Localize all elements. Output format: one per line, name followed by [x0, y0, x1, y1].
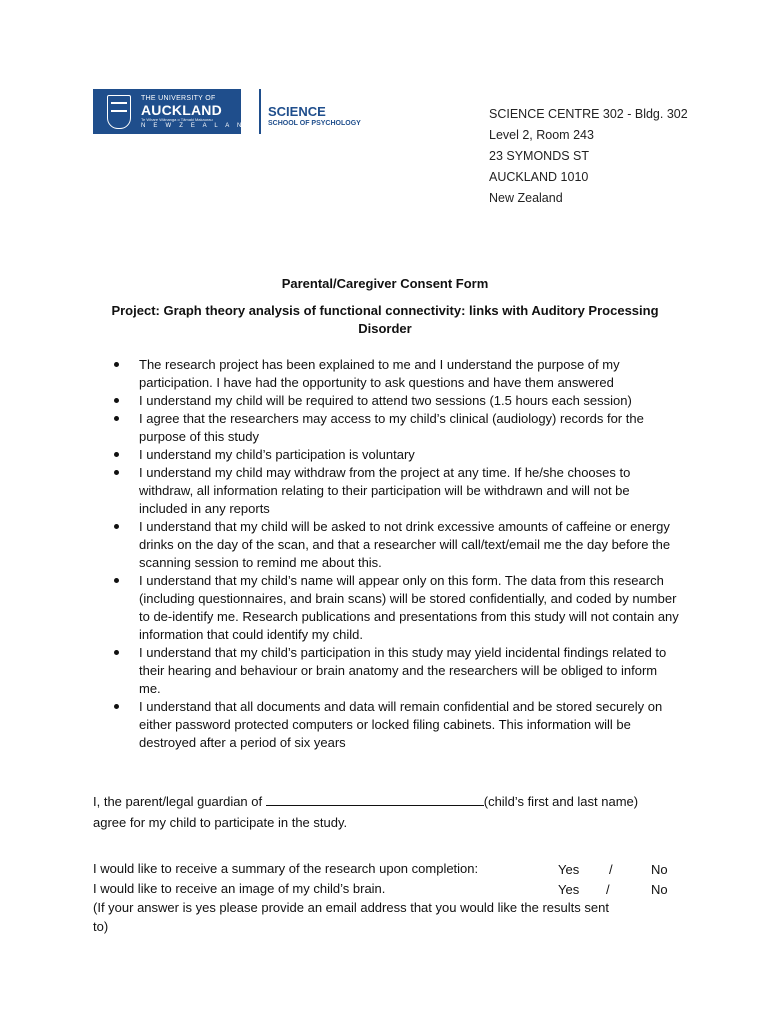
summary-no-option[interactable]: No [651, 862, 668, 877]
logo-university-name: AUCKLAND [141, 102, 222, 118]
guardian-statement [93, 792, 638, 812]
brain-image-slash: / [606, 882, 610, 897]
consent-list [111, 356, 681, 752]
logo-divider [259, 89, 261, 134]
bullet-icon [114, 524, 119, 529]
list-item [111, 410, 681, 446]
list-item-text: I understand my child’s participation is voluntary [139, 447, 415, 462]
list-item [111, 698, 681, 752]
list-item [111, 518, 681, 572]
list-item-text: I understand my child may withdraw from the project at any time. If he/she chooses to withdraw, all information relating to their participation will be withdrawn and will not be included in any reports [139, 465, 631, 516]
logo-country: N E W Z E A L A N D [141, 123, 257, 129]
bullet-icon [114, 578, 119, 583]
list-item-text: I understand that all documents and data will remain confidential and be stored securely on either password protected computers or locked filing cabinets. This information will be destroyed after a period of six years [139, 699, 663, 750]
list-item [111, 572, 681, 644]
logo-maori-name: Te Whare Wānanga o Tāmaki Makaurau [141, 117, 213, 122]
guardian-agreement: agree for my child to participate in the study. [93, 815, 348, 830]
guardian-prefix: I, the parent/legal guardian of [93, 794, 266, 809]
summary-question: I would like to receive a summary of the research upon completion: [93, 861, 479, 876]
address-line: AUCKLAND 1010 [489, 170, 589, 184]
list-item-text: I understand that my child’s participation in this study may yield incidental findings related to their hearing and behaviour or brain anatomy and the researchers will be obliged to inform me. [139, 645, 667, 696]
email-note-line2: to) [93, 919, 109, 934]
bullet-icon [114, 452, 119, 457]
list-item-text: I agree that the researchers may access to my child’s clinical (audiology) records for the purpose of this study [139, 411, 644, 444]
bullet-icon [114, 416, 119, 421]
bullet-icon [114, 398, 119, 403]
list-item [111, 446, 681, 464]
brain-image-yes-option[interactable]: Yes [558, 882, 580, 897]
address-line: New Zealand [489, 191, 563, 205]
address-block [489, 104, 688, 209]
list-item-text: I understand that my child’s name will appear only on this form. The data from this research (including questionnaires, and brain scans) will be stored confidentially, and coded by number to de-identify me. Research publications and presentations from this study will not contain any information that could identify my child. [139, 573, 679, 642]
address-line: 23 SYMONDS ST [489, 149, 590, 163]
bullet-icon [114, 470, 119, 475]
bullet-icon [114, 362, 119, 367]
school-name: SCHOOL OF PSYCHOLOGY [268, 120, 361, 127]
logo-university-small: THE UNIVERSITY OF [141, 95, 216, 102]
address-line: SCIENCE CENTRE 302 - Bldg. 302 [489, 107, 688, 121]
bullet-icon [114, 704, 119, 709]
list-item [111, 356, 681, 392]
faculty-name: SCIENCE [268, 104, 326, 119]
project-title: Project: Graph theory analysis of functional connectivity: links with Auditory Processing Disorder [111, 303, 659, 336]
university-logo [93, 89, 257, 134]
address-line: Level 2, Room 243 [489, 128, 594, 142]
list-item-text: I understand my child will be required to attend two sessions (1.5 hours each session) [139, 393, 632, 408]
guardian-suffix: (child’s first and last name) [483, 794, 639, 809]
bullet-icon [114, 650, 119, 655]
list-item [111, 644, 681, 698]
form-title: Parental/Caregiver Consent Form [281, 276, 489, 291]
email-note-line1: (If your answer is yes please provide an email address that you would like the results sent [93, 900, 609, 915]
child-name-field[interactable] [266, 793, 484, 806]
summary-slash: / [609, 862, 613, 877]
brain-image-no-option[interactable]: No [651, 882, 668, 897]
crest-icon [107, 95, 131, 129]
list-item-text: The research project has been explained to me and I understand the purpose of my participation. I have had the opportunity to ask questions and have them answered [139, 357, 620, 390]
list-item [111, 464, 681, 518]
brain-image-question: I would like to receive an image of my child’s brain. [93, 881, 386, 896]
list-item [111, 392, 681, 410]
summary-yes-option[interactable]: Yes [558, 862, 580, 877]
list-item-text: I understand that my child will be asked to not drink excessive amounts of caffeine or energy drinks on the day of the scan, and that a researcher will call/text/email me the day before the scanning session to remind me about this. [139, 519, 671, 570]
